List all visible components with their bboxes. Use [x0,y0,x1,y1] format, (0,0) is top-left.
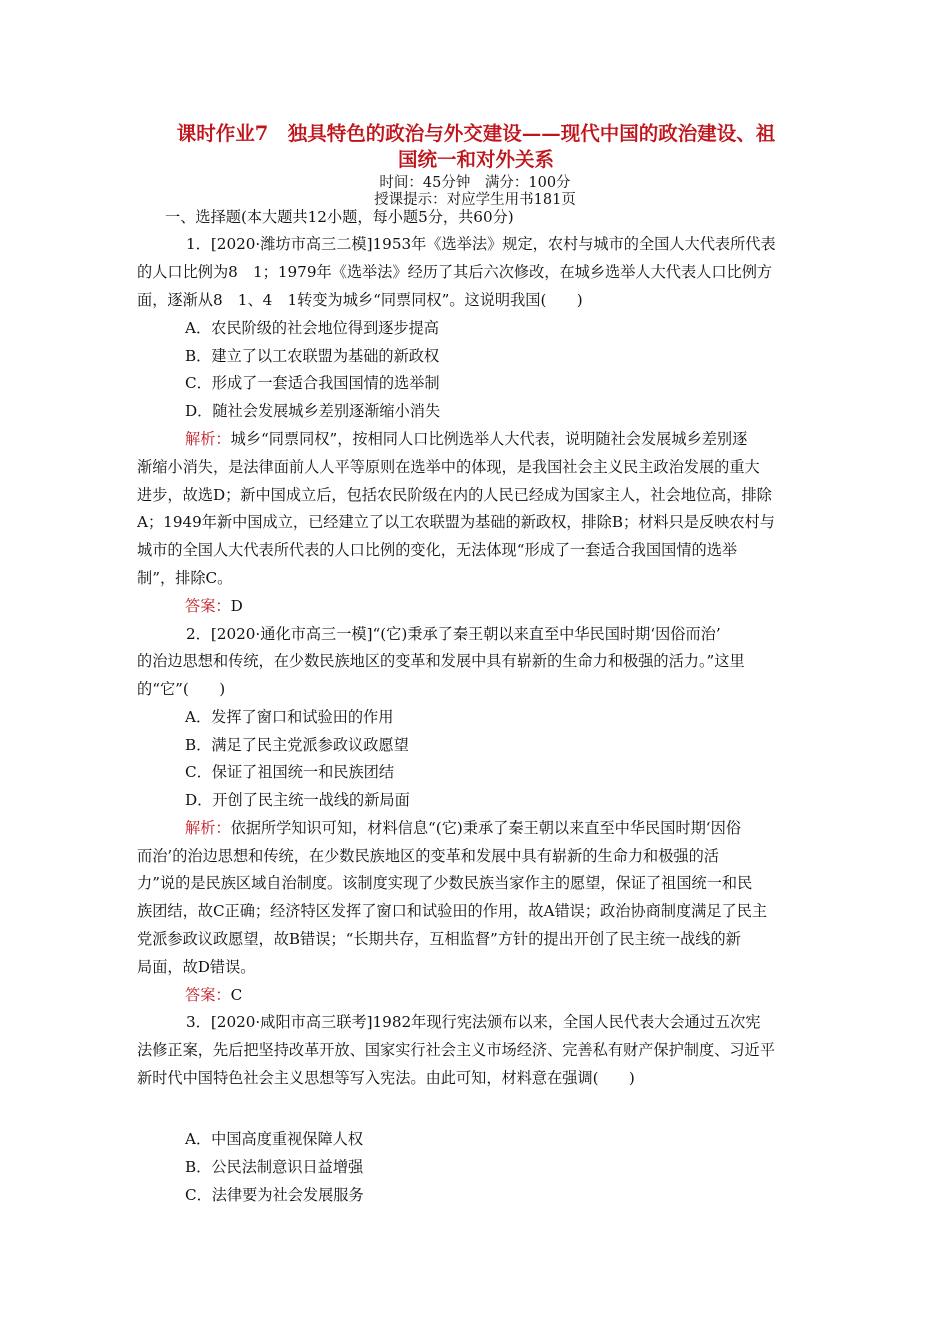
title-line-2: 国统一和对外关系 [397,148,554,171]
answer-label: 答案： [185,597,231,615]
q2-option-a: A．发挥了窗口和试验田的作用 [185,708,394,726]
q2-analysis-line: 而治’的治边思想和传统，在少数民族地区的变革和发展中具有崭新的生命力和极强的活 [137,847,719,865]
q1-analysis-line [185,429,747,449]
q1-analysis-line: 渐缩小消失，是法律面前人人平等原则在选举中的体现，是我国社会主义民主政治发展的重大 [137,458,760,476]
q1-option-d: D．随社会发展城乡差别逐渐缩小消失 [185,402,441,420]
q1-stem-line: 的人口比例为8 1；1979年《选举法》经历了其后六次修改，在城乡选举人大代表人口比例方 [137,263,773,281]
q2-stem-line: 的治边思想和传统，在少数民族地区的变革和发展中具有崭新的生命力和极强的活力。”这里 [137,652,745,670]
q2-option-d: D．开创了民主统一战线的新局面 [185,791,410,809]
answer-value: C [230,986,243,1004]
q1-stem-line: 1．[2020·潍坊市高三二模]1953年《选举法》规定，农村与城市的全国人大代表所代表 [186,235,776,253]
q2-option-b: B．满足了民主党派参政议政愿望 [185,736,409,754]
q1-analysis-line: 城市的全国人大代表所代表的人口比例的变化，无法体现“形成了一套适合我国国情的选举 [137,541,738,559]
q3-option-b: B．公民法制意识日益增强 [185,1158,364,1176]
analysis-text: 依据所学知识可知，材料信息“(它)秉承了秦王朝以来直至中华民国时期‘因俗 [230,819,742,837]
q2-analysis-line: 族团结，故C正确；经济特区发挥了窗口和试验田的作用，故A错误；政治协商制度满足了民主 [137,902,768,920]
q3-stem-line: 新时代中国特色社会主义思想等写入宪法。由此可知，材料意在强调( ) [137,1069,635,1087]
q2-analysis-line: 党派参政议政愿望，故B错误；“长期共存，互相监督”方针的提出开创了民主统一战线的新 [137,930,741,948]
q1-analysis-line: A；1949年新中国成立，已经建立了以工农联盟为基础的新政权，排除B；材料只是反映农村与 [137,513,775,531]
q1-answer [185,596,243,616]
q2-analysis-line: 局面，故D错误。 [137,958,256,976]
q3-stem-line: 3．[2020·咸阳市高三联考]1982年现行宪法颁布以来，全国人民代表大会通过五次宪 [186,1013,761,1031]
q3-stem-line: 法修正案，先后把坚持改革开放、国家实行社会主义市场经济、完善私有财产保护制度、习近平 [137,1041,775,1059]
q1-option-a: A．农民阶级的社会地位得到逐步提高 [185,319,439,337]
answer-value: D [230,597,243,615]
analysis-label: 解析： [185,819,231,837]
q2-answer [185,985,242,1005]
section-heading: 一、选择题(本大题共12小题，每小题5分，共60分) [165,208,514,226]
q2-stem-line: 的“它”( ) [137,680,226,698]
q2-option-c: C．保证了祖国统一和民族团结 [185,763,395,781]
document-title [120,121,832,173]
q2-analysis-line: 力”说的是民族区域自治制度。该制度实现了少数民族当家作主的愿望，保证了祖国统一和民 [137,874,753,892]
q1-option-b: B．建立了以工农联盟为基础的新政权 [185,347,440,365]
q1-analysis-line: 进步，故选D；新中国成立后，包括农民阶级在内的人民已经成为国家主人，社会地位高，排除 [137,486,772,504]
q3-option-c: C．法律要为社会发展服务 [185,1186,364,1204]
q1-analysis-line: 制”，排除C。 [137,569,233,587]
q1-option-c: C．形成了一套适合我国国情的选举制 [185,374,440,392]
title-line-1: 课时作业7 独具特色的政治与外交建设——现代中国的政治建设、祖 [176,122,776,145]
q3-option-a: A．中国高度重视保障人权 [185,1130,364,1148]
q2-stem-line: 2．[2020·通化市高三一模]“(它)秉承了秦王朝以来直至中华民国时期‘因俗而治’ [186,625,721,643]
q2-analysis-line [185,818,741,838]
analysis-label: 解析： [185,430,231,448]
analysis-text: 城乡“同票同权”，按相同人口比例选举人大代表，说明随社会发展城乡差别逐 [230,430,748,448]
answer-label: 答案： [185,986,231,1004]
q1-stem-line: 面，逐渐从8 1、4 1转变为城乡“同票同权”。这说明我国( ) [137,291,583,309]
textbook-page-hint: 授课提示：对应学生用书181页 [374,192,576,208]
time-score-info: 时间：45分钟 满分：100分 [379,175,571,191]
